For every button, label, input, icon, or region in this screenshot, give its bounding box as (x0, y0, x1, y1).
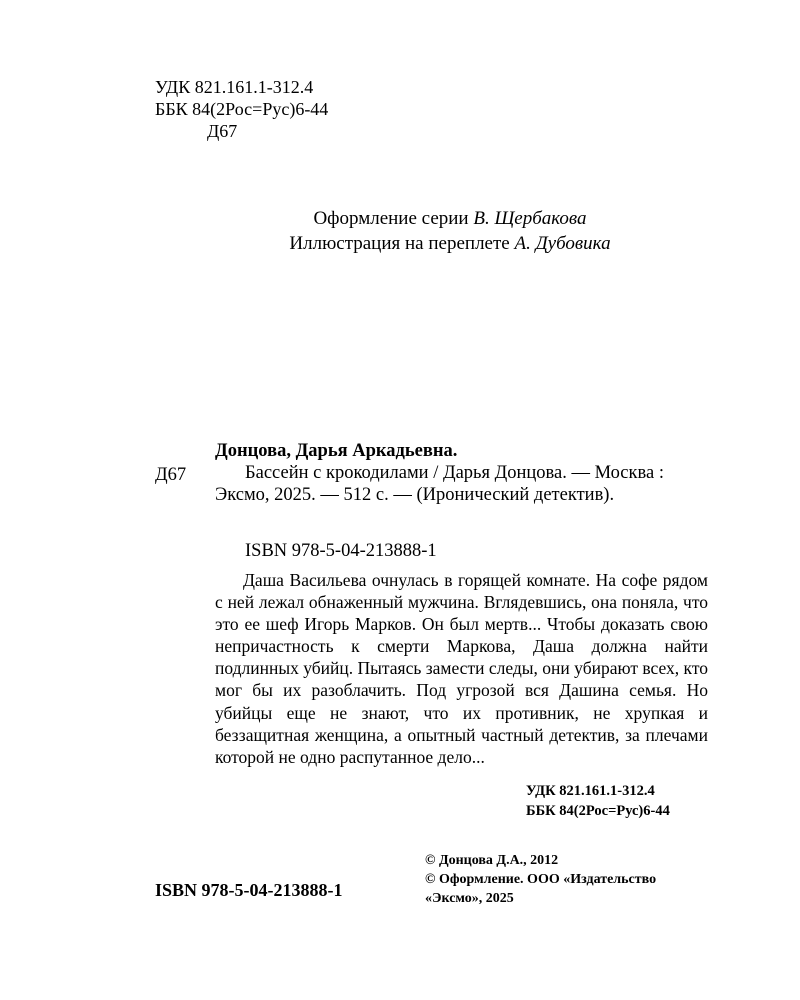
isbn-entry: ISBN 978-5-04-213888-1 (245, 541, 437, 561)
cover-illustration-credit (0, 231, 800, 256)
copyright-publisher: «Эксмо», 2025 (425, 891, 514, 906)
author-heading: Донцова, Дарья Аркадьевна. (215, 441, 458, 461)
copyright-design: © Оформление. ООО «Издательство (425, 872, 657, 887)
series-designer-name: В. Щербакова (473, 208, 587, 229)
series-design-label: Оформление серии (313, 208, 474, 229)
copyright-block (425, 851, 656, 908)
classification-codes-bottom (526, 781, 670, 821)
annotation (215, 569, 708, 768)
copyright-author: © Донцова Д.А., 2012 (425, 853, 559, 868)
bibliographic-entry (215, 440, 707, 506)
call-number: Д67 (155, 465, 187, 485)
classification-codes-top (155, 76, 328, 142)
design-credits (0, 206, 800, 256)
isbn-bottom: ISBN 978-5-04-213888-1 (155, 880, 343, 900)
bbk-code: ББК 84(2Рос=Рус)6-44 (155, 99, 329, 119)
udk-code: УДК 821.161.1-312.4 (155, 77, 314, 97)
author-mark: Д67 (207, 121, 238, 141)
udk-code-bottom: УДК 821.161.1-312.4 (526, 783, 655, 799)
title-description: Бассейн с крокодилами / Дарья Донцова. — Москва : Эксмо, 2025. — 512 с. — (Иронический детектив). (215, 463, 664, 505)
bbk-code-bottom: ББК 84(2Рос=Рус)6-44 (526, 803, 670, 819)
series-design-credit (0, 206, 800, 231)
annotation-text: Даша Васильева очнулась в горящей комнате. На софе рядом с ней лежал обнаженный мужчина. Вглядевшись, она поняла, что это ее шеф Игорь Марков. Он был мертв... Чтобы доказать свою непричастность к смерти Маркова, Даша должна найти подлинных убийц. Пытаясь замести следы, они убирают всех, кто мог бы их разоблачить. Под угрозой вся Дашина семья. Но убийцы еще не знают, что их противник, не хрупкая и беззащитная женщина, а опытный частный детектив, за плечами которой не одно распутанное дело... (215, 570, 708, 767)
illustrator-name: А. Дубовика (514, 233, 611, 254)
cover-illustration-label: Иллюстрация на переплете (289, 233, 515, 254)
